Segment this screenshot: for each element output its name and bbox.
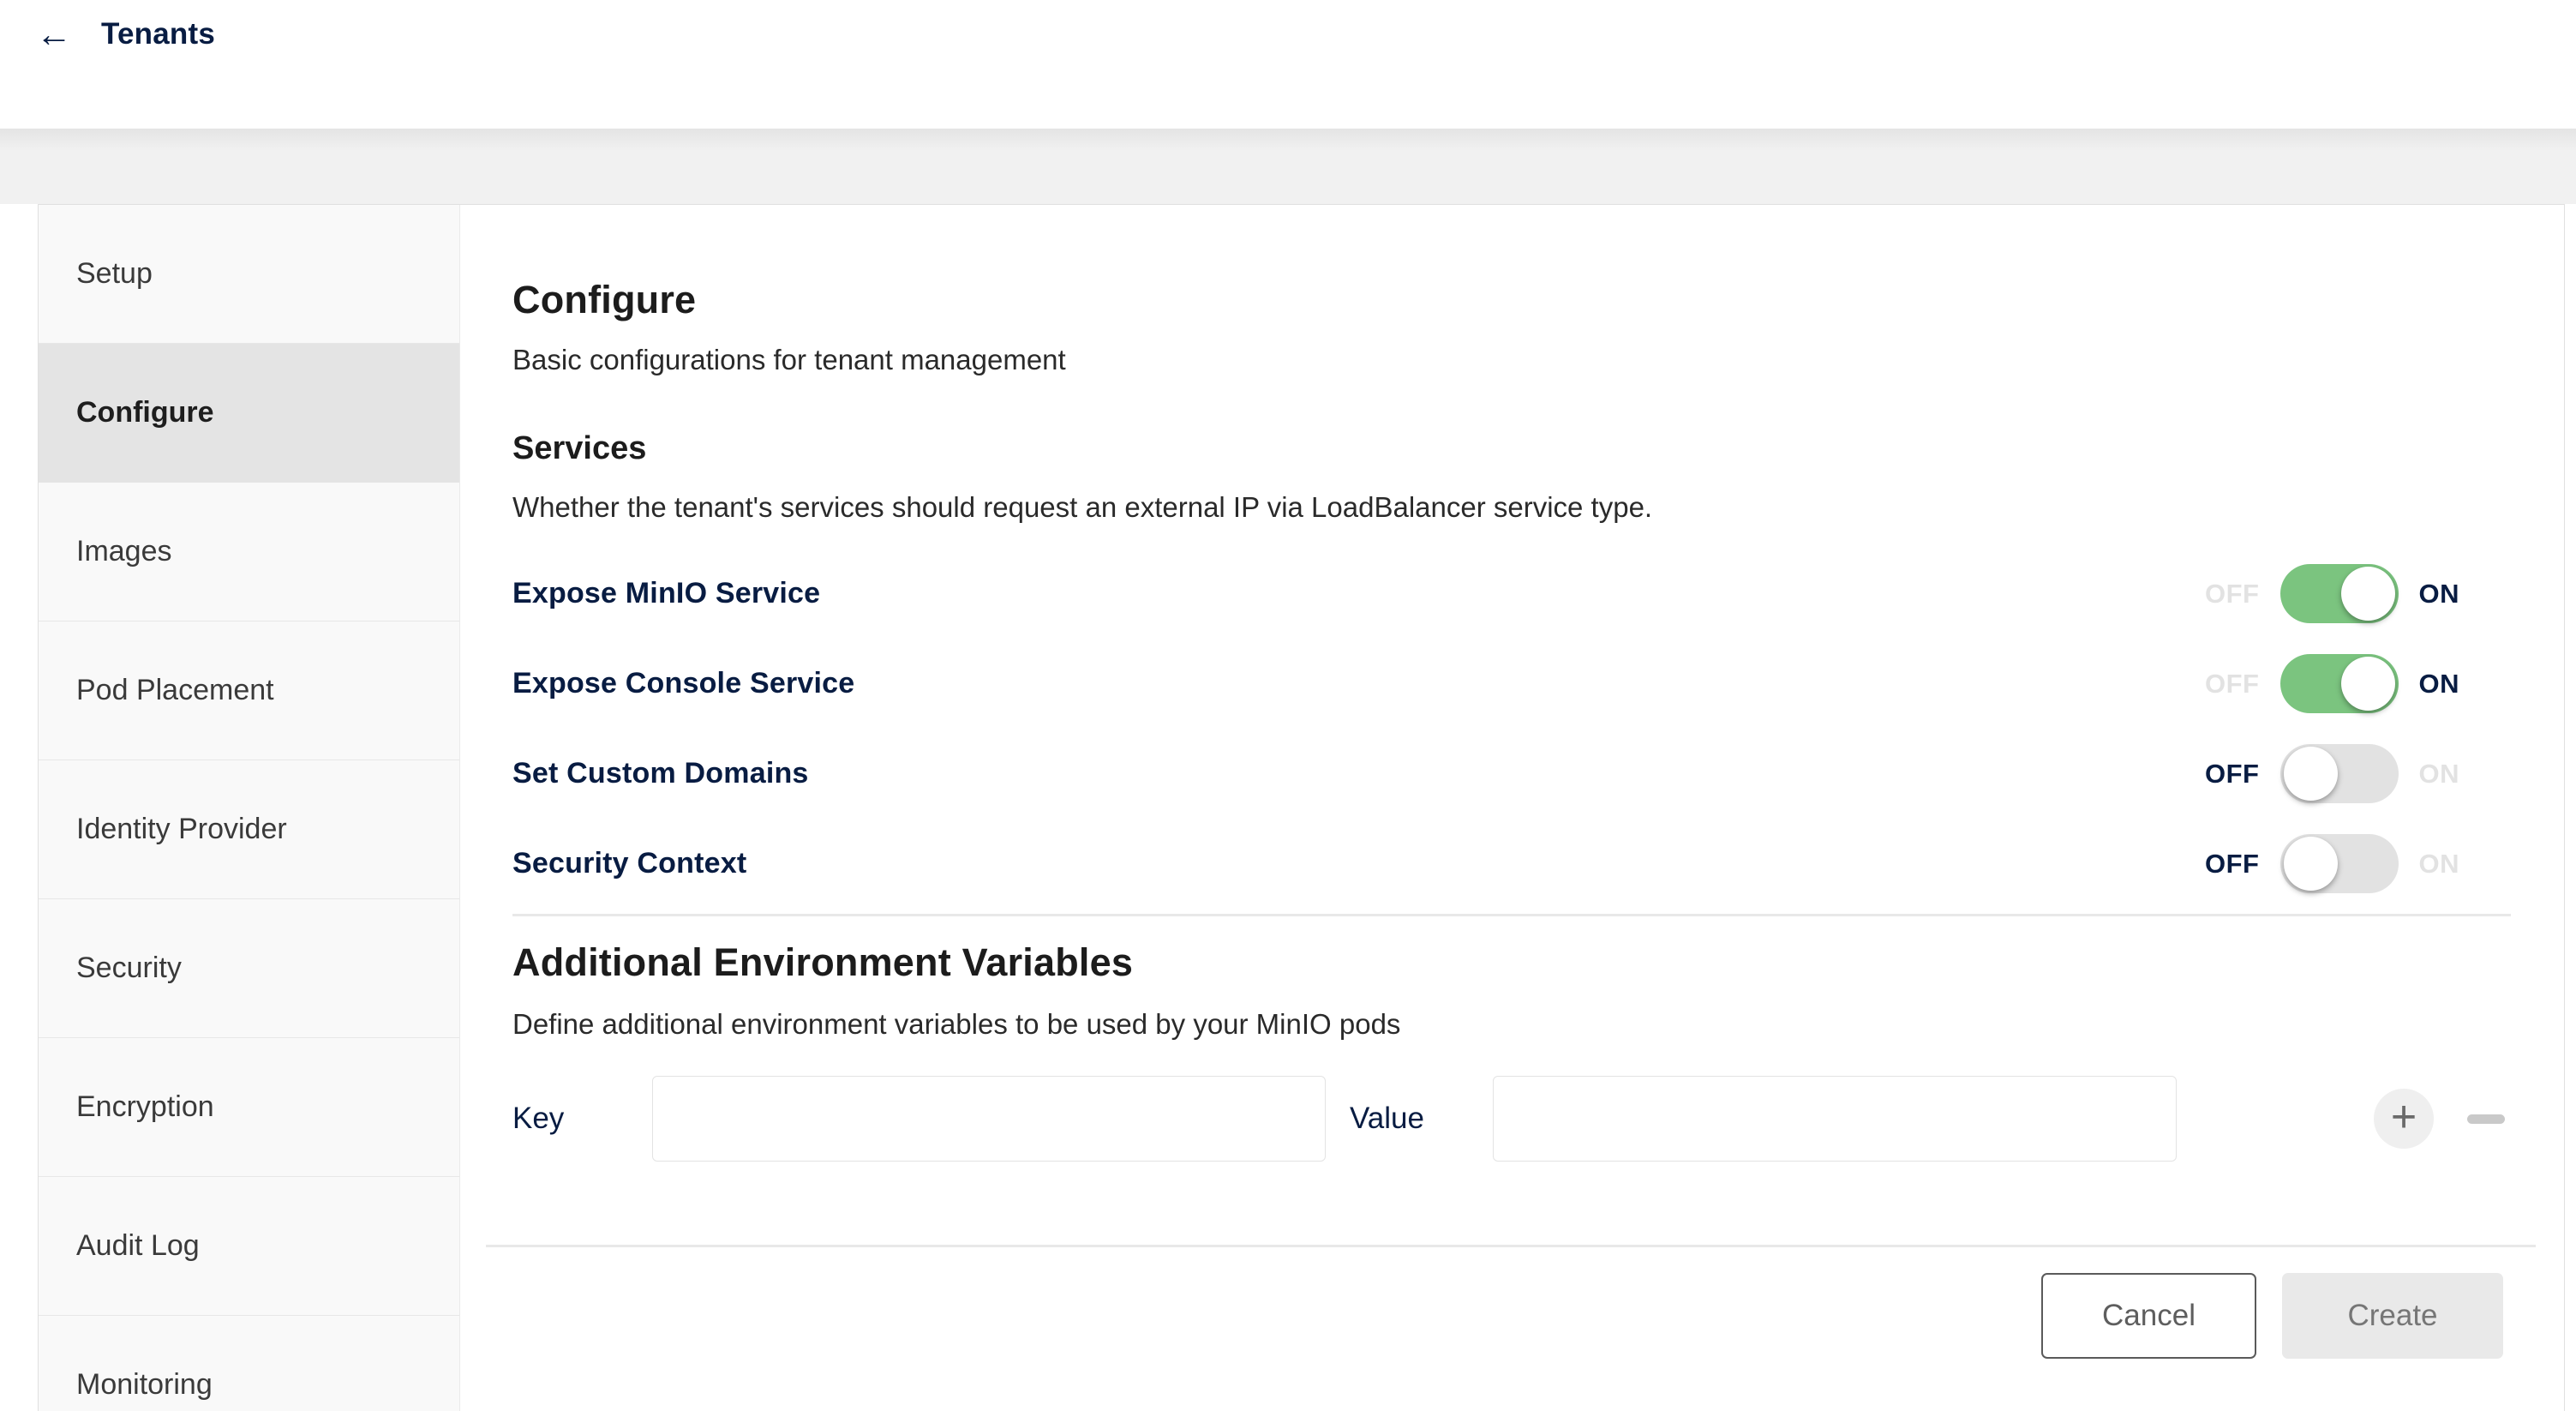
toggle-off-label: OFF xyxy=(2205,668,2260,699)
toggle-off-label: OFF xyxy=(2205,758,2260,789)
sidebar-item-pod-placement[interactable] xyxy=(39,621,459,760)
env-var-key-input[interactable] xyxy=(652,1076,1326,1162)
service-toggle-row xyxy=(512,819,2511,909)
services-section-heading: Services xyxy=(512,430,647,466)
service-toggle-label: Security Context xyxy=(512,847,747,880)
service-toggle-label: Set Custom Domains xyxy=(512,757,809,790)
minus-icon xyxy=(2467,1114,2505,1124)
toggle-group xyxy=(2205,834,2459,893)
service-toggle-label: Expose MinIO Service xyxy=(512,577,821,609)
section-divider xyxy=(512,914,2511,916)
wizard-step-label: Pod Placement xyxy=(76,674,274,706)
top-header xyxy=(0,0,2576,129)
toggle-knob xyxy=(2284,747,2338,801)
env-var-key-label: Key xyxy=(512,1102,565,1135)
toggle-off-label: OFF xyxy=(2205,848,2260,879)
remove-env-var-button[interactable] xyxy=(2466,1089,2506,1149)
wizard-step-label: Configure xyxy=(76,396,214,429)
step-title: Configure xyxy=(512,278,697,321)
back-to-tenants-link[interactable] xyxy=(36,15,215,53)
footer-divider xyxy=(486,1245,2536,1247)
toggle-on-label: ON xyxy=(2418,578,2459,609)
env-var-value-input[interactable] xyxy=(1493,1076,2177,1162)
env-var-row xyxy=(512,1076,2511,1162)
service-toggle-label: Expose Console Service xyxy=(512,667,855,699)
wizard-step-label: Monitoring xyxy=(76,1368,213,1401)
wizard-step-label: Identity Provider xyxy=(76,813,287,845)
sidebar-item-security[interactable] xyxy=(39,899,459,1038)
sidebar-item-monitoring[interactable] xyxy=(39,1316,459,1411)
wizard-footer-actions xyxy=(512,1273,2511,1359)
sidebar-item-encryption[interactable] xyxy=(39,1038,459,1177)
toggle-knob xyxy=(2341,657,2395,711)
env-vars-heading: Additional Environment Variables xyxy=(512,940,1134,984)
service-toggle-row xyxy=(512,729,2511,819)
service-toggle-row xyxy=(512,639,2511,729)
wizard-step-label: Setup xyxy=(76,257,153,290)
toggle-on-label: ON xyxy=(2418,758,2459,789)
env-var-value-label: Value xyxy=(1350,1102,1424,1135)
wizard-step-label: Audit Log xyxy=(76,1229,200,1262)
sidebar-item-audit-log[interactable] xyxy=(39,1177,459,1316)
page-background-band xyxy=(0,129,2576,204)
service-toggle-row xyxy=(512,549,2511,639)
toggle-knob xyxy=(2341,567,2395,621)
sidebar-item-images[interactable] xyxy=(39,483,459,621)
toggle-group xyxy=(2205,564,2459,623)
services-section-description: Whether the tenant's services should request an external IP via LoadBalancer service type. xyxy=(512,491,1653,523)
toggle-group xyxy=(2205,744,2459,803)
create-tenant-card xyxy=(38,204,2565,1411)
toggle-switch[interactable] xyxy=(2280,654,2399,713)
page-title: Tenants xyxy=(101,17,215,51)
toggle-off-label: OFF xyxy=(2205,578,2260,609)
sidebar-item-identity-provider[interactable] xyxy=(39,760,459,899)
toggle-on-label: ON xyxy=(2418,848,2459,879)
create-button[interactable]: Create xyxy=(2282,1273,2503,1359)
wizard-steps-sidebar xyxy=(39,205,460,1411)
env-vars-description: Define additional environment variables to be used by your MinIO pods xyxy=(512,1008,1401,1040)
toggle-on-label: ON xyxy=(2418,668,2459,699)
add-env-var-button[interactable] xyxy=(2374,1089,2434,1149)
sidebar-item-setup[interactable] xyxy=(39,205,459,344)
cancel-button[interactable]: Cancel xyxy=(2041,1273,2256,1359)
configure-step-content xyxy=(460,205,2564,1411)
step-subtitle: Basic configurations for tenant management xyxy=(512,344,1066,375)
back-arrow-icon: ← xyxy=(36,14,72,54)
toggle-group xyxy=(2205,654,2459,713)
services-toggle-list xyxy=(512,549,2511,909)
plus-icon: + xyxy=(2390,1092,2417,1142)
wizard-step-label: Images xyxy=(76,535,172,567)
toggle-knob xyxy=(2284,837,2338,891)
toggle-switch[interactable] xyxy=(2280,564,2399,623)
sidebar-item-configure[interactable] xyxy=(39,344,459,483)
toggle-switch[interactable] xyxy=(2280,834,2399,893)
wizard-step-label: Encryption xyxy=(76,1090,214,1123)
wizard-step-label: Security xyxy=(76,952,182,984)
toggle-switch[interactable] xyxy=(2280,744,2399,803)
